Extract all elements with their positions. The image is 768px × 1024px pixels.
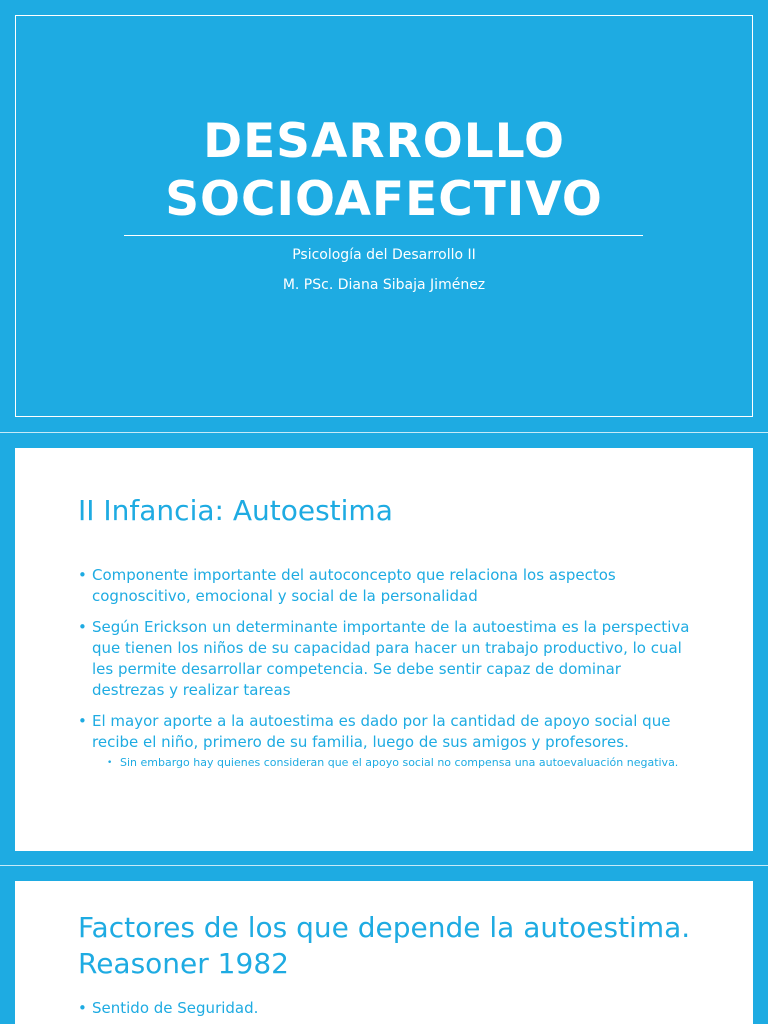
presentation-title xyxy=(0,113,768,229)
author-subtitle: M. PSc. Diana Sibaja Jiménez xyxy=(282,277,486,293)
bullet-list xyxy=(78,565,698,781)
title-slide[interactable] xyxy=(0,0,768,432)
slide-heading xyxy=(78,910,690,982)
title-divider xyxy=(124,235,643,236)
bullet-text: El mayor aporte a la autoestima es dado por la cantidad de apoyo social que recibe el niño, primero de su familia, luego de sus amigos y profesores. xyxy=(92,712,671,751)
bullet-list xyxy=(78,998,698,1024)
heading-line-1: Factores de los que depende la autoestima. xyxy=(78,911,691,944)
content-slide-autoestima[interactable] xyxy=(15,448,753,851)
course-subtitle: Psicología del Desarrollo II xyxy=(292,247,476,263)
bullet-item xyxy=(78,711,698,771)
title-line-2: SOCIOAFECTIVO xyxy=(165,172,603,227)
title-line-1: DESARROLLO xyxy=(203,114,565,169)
content-slide-factores[interactable] xyxy=(15,881,753,1024)
bullet-item: • Componente importante del autoconcepto que relaciona los aspectos cognoscitivo, emocional y social de la personalidad xyxy=(78,565,698,607)
slide-heading: II Infancia: Autoestima xyxy=(78,494,393,527)
heading-line-2: Reasoner 1982 xyxy=(78,947,289,980)
sub-bullet-list xyxy=(92,755,698,771)
bullet-item: • Sentido de Seguridad. xyxy=(78,998,698,1019)
sub-bullet-item: • Sin embargo hay quienes consideran que el apoyo social no compensa una autoevaluación negativa. xyxy=(92,755,698,771)
slide-separator xyxy=(0,432,768,433)
bullet-item: • Según Erickson un determinante importante de la autoestima es la perspectiva que tienen los niños de su capacidad para hacer un trabajo productivo, lo cual les permite desarrollar competencia. Se debe sentir capaz de dominar destrezas y realizar tareas xyxy=(78,617,698,701)
slide-separator xyxy=(0,865,768,866)
